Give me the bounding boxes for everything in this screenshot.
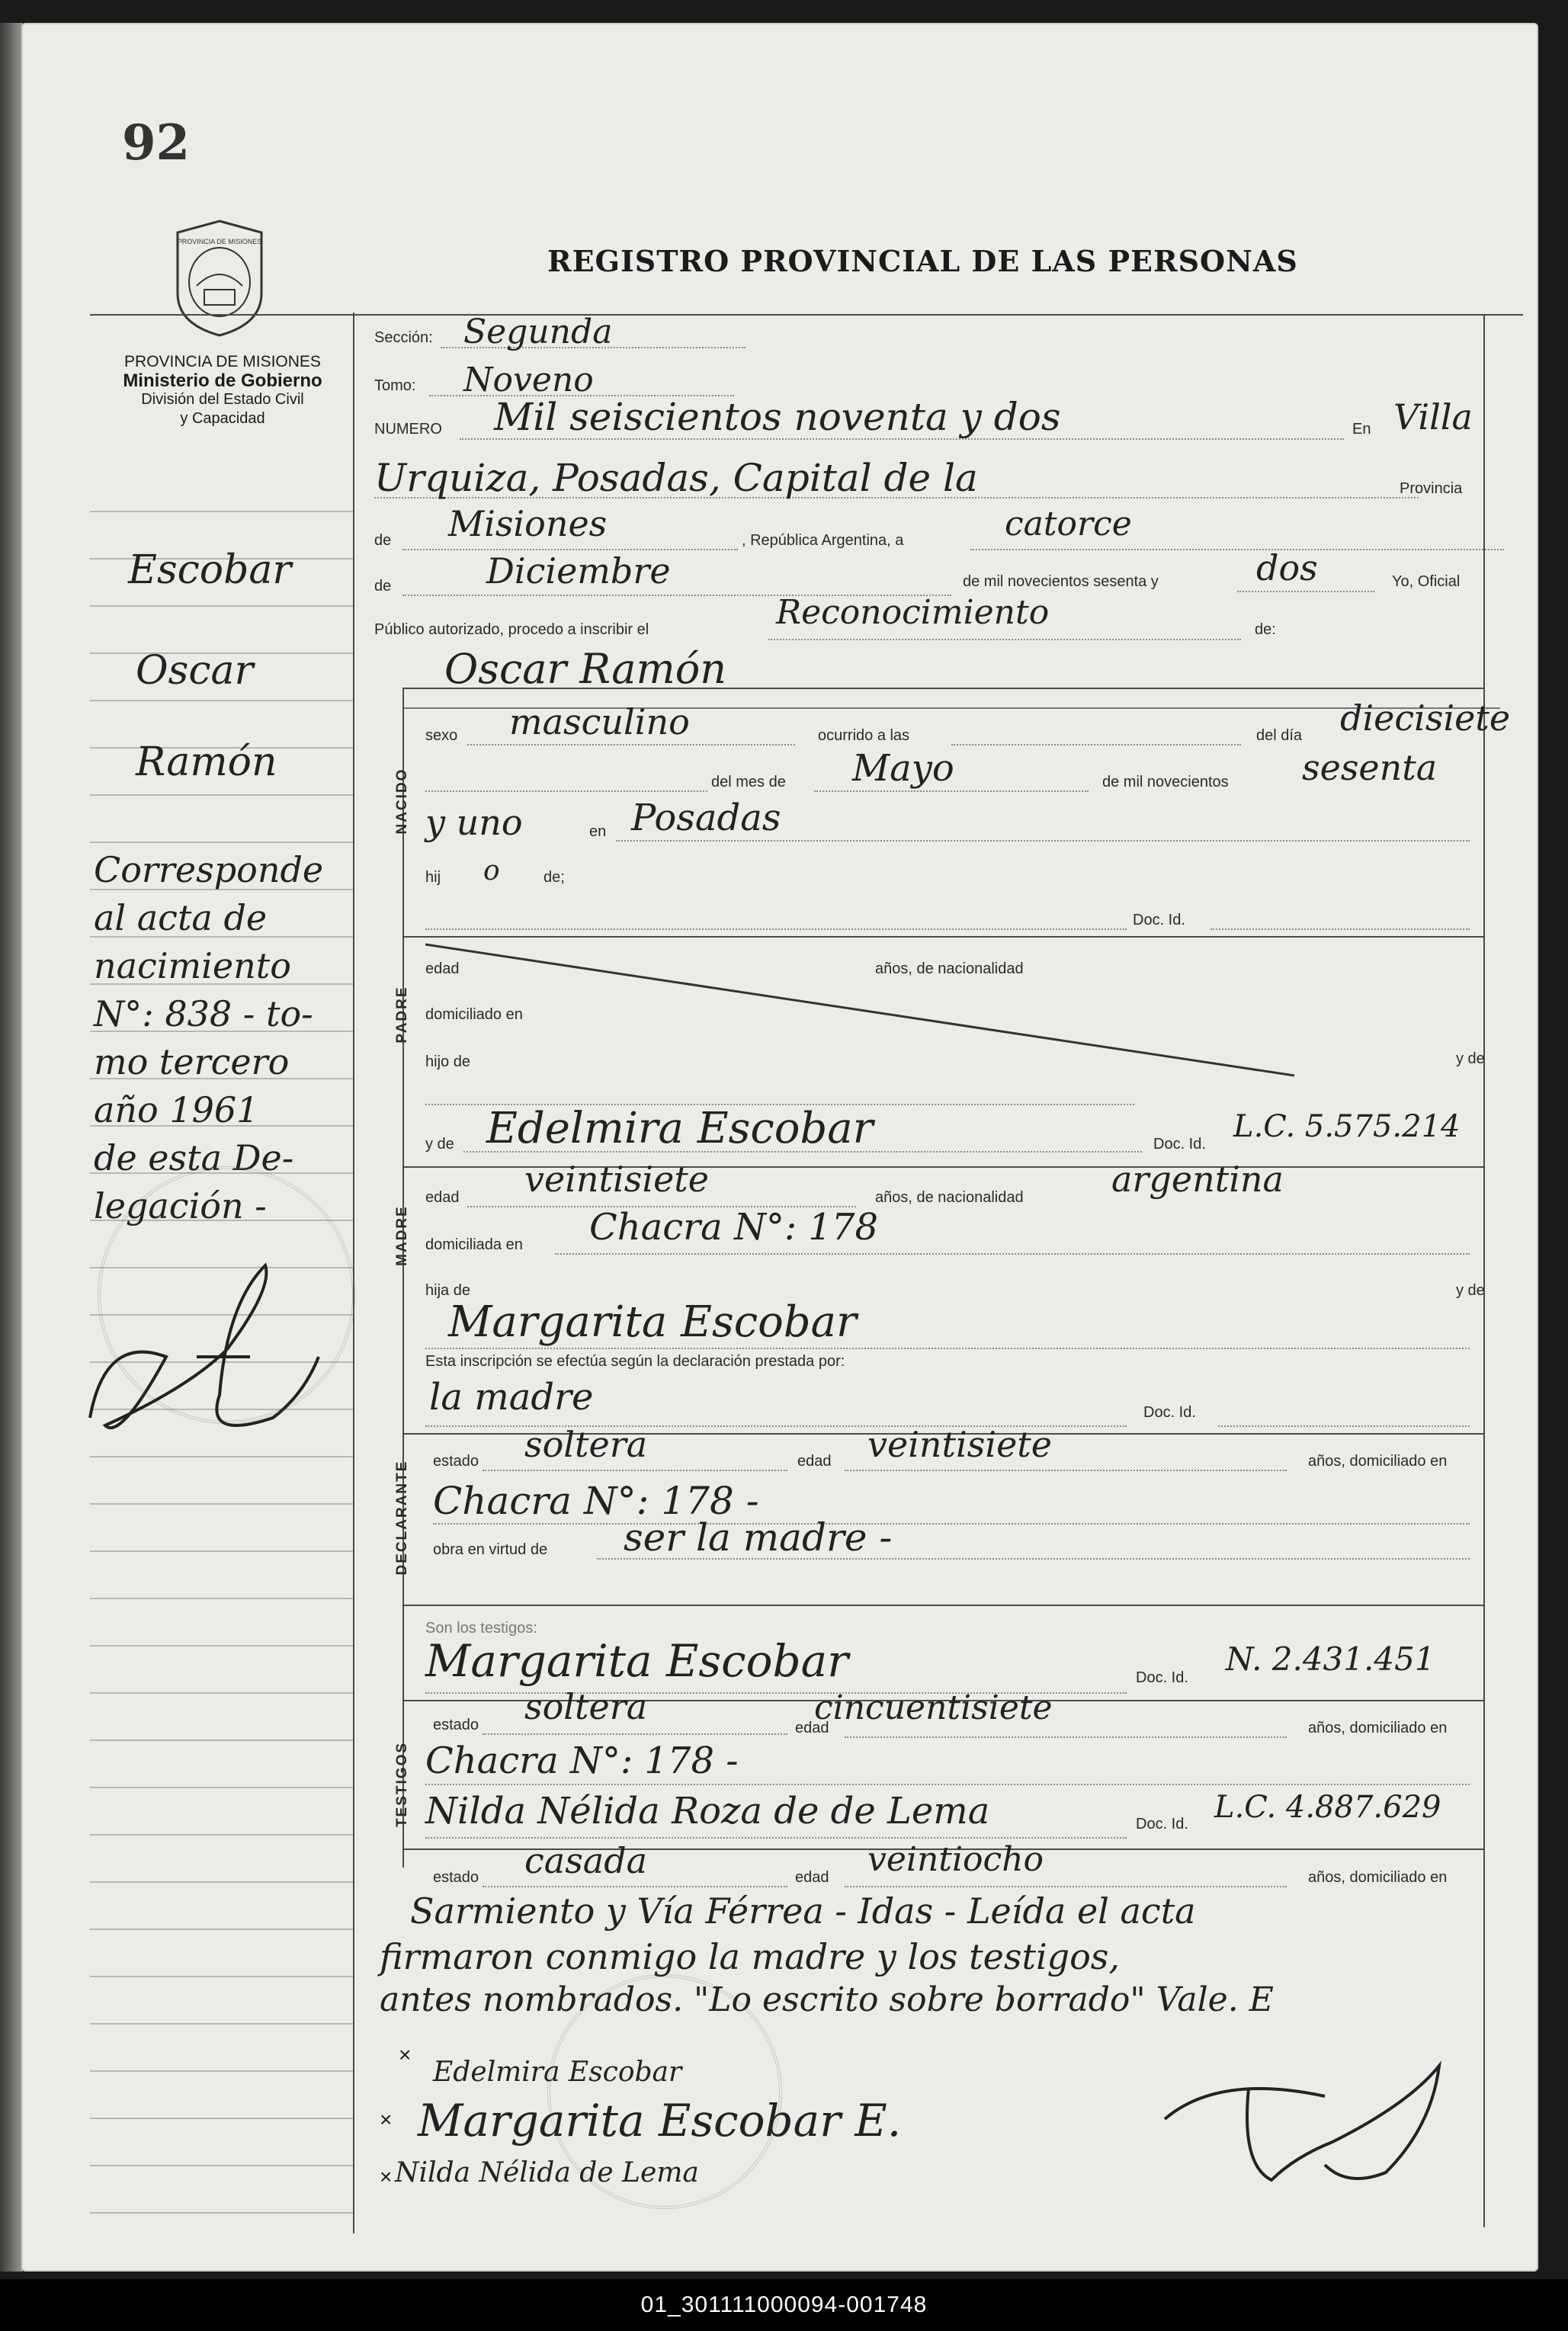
svg-text:PROVINCIA DE MISIONES: PROVINCIA DE MISIONES (177, 238, 262, 245)
tag-nacido: NACIDO (394, 768, 410, 835)
label-anos-nac: años, de nacionalidad (875, 960, 1024, 977)
field-acto: Reconocimiento (776, 593, 1050, 632)
margin-ruled-line (90, 1929, 353, 1930)
margin-ruled-line (90, 1976, 353, 1977)
label-obra: obra en virtud de (433, 1541, 548, 1558)
signature-2: Margarita Escobar E. (418, 2095, 902, 2147)
label-y-de: y de (1456, 1050, 1485, 1067)
field-nombre: Oscar Ramón (444, 645, 726, 693)
label-edad: edad (425, 960, 460, 977)
label-anos-dom3: años, domiciliado en (1308, 1869, 1448, 1886)
field-seccion: Segunda (463, 313, 613, 351)
closing-line-3: antes nombrados. "Lo escrito sobre borrado" Vale. E (380, 1980, 1274, 2019)
org-province: PROVINCIA DE MISIONES (124, 353, 321, 370)
field-testigo2: Nilda Nélida Roza de de Lema (425, 1790, 990, 1832)
field-anio: dos (1256, 547, 1318, 588)
label-publico: Público autorizado, procedo a inscribir el (374, 621, 649, 638)
margin-ruled-line (90, 1598, 353, 1599)
label-y-de2: y de (425, 1136, 454, 1153)
margin-ruled-line (90, 1503, 353, 1505)
label-de-colon: de: (1255, 621, 1276, 638)
closing-line-1: Sarmiento y Vía Férrea - Idas - Leída el acta (410, 1890, 1196, 1932)
org-division: División del Estado Civil (141, 391, 304, 408)
field-en: Villa (1393, 396, 1473, 438)
note-line: mo tercero (94, 1041, 290, 1082)
field-decl-dom: Chacra N°: 178 - (433, 1479, 759, 1523)
label-estado: estado (433, 1453, 479, 1470)
label-doc-id3: Doc. Id. (1143, 1404, 1196, 1421)
note-line: al acta de (94, 897, 268, 938)
label-seccion: Sección: (374, 329, 433, 346)
field-tomo: Noveno (463, 361, 594, 399)
officer-signature (1157, 2028, 1477, 2199)
padre-strikeout (425, 941, 1302, 1079)
label-provincia: Provincia (1400, 480, 1463, 497)
label-doc-id5: Doc. Id. (1136, 1816, 1188, 1832)
field-nac-dia: diecisiete (1340, 697, 1511, 739)
field-lugar: Urquiza, Posadas, Capital de la (374, 456, 978, 500)
org-block (67, 352, 378, 428)
label-estado3: estado (433, 1869, 479, 1886)
label-ocurrido: ocurrido a las (818, 727, 910, 744)
margin-ruled-line (90, 2070, 353, 2072)
label-inscripcion: Esta inscripción se efectúa según la declaración prestada por: (425, 1353, 845, 1370)
page-title: REGISTRO PROVINCIAL DE LAS PERSONAS (547, 244, 1298, 278)
label-en2: en (589, 823, 607, 840)
signature-1: Edelmira Escobar (433, 2057, 682, 2088)
margin-ruled-line (90, 1739, 353, 1741)
note-line: nacimiento (94, 945, 291, 986)
label-sexo: sexo (425, 727, 458, 744)
margin-name2: Ramón (136, 739, 277, 785)
label-hija-de: hija de (425, 1282, 470, 1299)
margin-ruled-line (90, 2118, 353, 2119)
label-edad4: edad (795, 1720, 829, 1736)
margin-ruled-line (90, 1881, 353, 1883)
label-del-mes: del mes de (711, 774, 786, 790)
margin-ruled-line (90, 2023, 353, 2025)
margin-ruled-line (90, 1787, 353, 1788)
field-nac-mes: Mayo (852, 747, 954, 790)
footer-code: 01_301111000094-001748 (0, 2279, 1568, 2331)
top-rule (90, 314, 1523, 316)
field-t1-estado: soltera (524, 1686, 648, 1727)
register-sheet (21, 23, 1538, 2272)
margin-ruled-line (90, 511, 353, 512)
provincial-seal (170, 217, 269, 339)
margin-ruled-line (90, 2165, 353, 2166)
margin-surname: Escobar (128, 547, 292, 593)
field-hijo-o: o (483, 855, 500, 887)
field-madre-nac: argentina (1111, 1159, 1284, 1200)
label-anos-nac2: años, de nacionalidad (875, 1189, 1024, 1206)
field-sexo: masculino (509, 701, 690, 742)
label-del-dia: del día (1256, 727, 1303, 744)
field-decl-obra: ser la madre - (624, 1515, 893, 1560)
label-anos-dom2: años, domiciliado en (1308, 1720, 1448, 1736)
margin-ruled-line (90, 794, 353, 796)
label-domiciliado: domiciliado en (425, 1006, 523, 1023)
margin-name1: Oscar (136, 648, 254, 694)
field-madre-edad: veintisiete (524, 1159, 709, 1200)
signature-3: Nilda Nélida de Lema (395, 2157, 699, 2188)
field-nac-lugar: Posadas (631, 797, 781, 839)
field-dia: catorce (1005, 505, 1132, 543)
label-doc-id2: Doc. Id. (1153, 1136, 1206, 1153)
book-binding (0, 23, 23, 2272)
label-anos-dom: años, domiciliado en (1308, 1453, 1448, 1470)
field-mes: Diciembre (486, 550, 671, 592)
margin-ruled-line (90, 842, 353, 843)
label-doc-id4: Doc. Id. (1136, 1669, 1188, 1686)
org-capacidad: y Capacidad (180, 410, 265, 427)
label-edad3: edad (797, 1453, 832, 1470)
tag-padre: PADRE (394, 986, 410, 1044)
field-t2-edad: veintiocho (867, 1840, 1044, 1879)
label-mil-novecientos: de mil novecientos sesenta y (963, 573, 1159, 590)
label-edad2: edad (425, 1189, 460, 1206)
field-t1-dom: Chacra N°: 178 - (425, 1739, 739, 1782)
note-line: año 1961 (94, 1089, 259, 1130)
org-ministry: Ministerio de Gobierno (123, 370, 322, 391)
label-de: de (374, 532, 392, 549)
note-line: legación - (94, 1185, 267, 1226)
margin-ruled-line (90, 1692, 353, 1694)
field-nac-anio2: y uno (425, 802, 523, 843)
label-en: En (1352, 421, 1371, 438)
label-hijo-de: hijo de (425, 1053, 470, 1070)
field-decl-estado: soltera (524, 1424, 648, 1465)
label-hijo: hij (425, 869, 441, 886)
label-son-testigos: Son los testigos: (425, 1620, 537, 1637)
tag-declarante: DECLARANTE (394, 1460, 410, 1576)
page-number: 92 (122, 114, 191, 172)
field-testigo1-doc: N. 2.431.451 (1226, 1640, 1435, 1678)
margin-ruled-line (90, 2212, 353, 2214)
signature-mark: × (380, 2108, 393, 2131)
field-t2-estado: casada (524, 1840, 648, 1881)
field-testigo1: Margarita Escobar (425, 1635, 848, 1687)
field-testigo2-doc: L.C. 4.887.629 (1214, 1790, 1441, 1825)
signature-mark: × (380, 2165, 393, 2188)
label-de2: de (374, 578, 392, 595)
field-abuela: Margarita Escobar (448, 1297, 857, 1347)
faded-stamp (98, 1166, 355, 1424)
margin-ruled-line (90, 1834, 353, 1836)
field-madre-nombre: Edelmira Escobar (486, 1104, 874, 1153)
label-y-de3: y de (1456, 1282, 1485, 1299)
signature-mark: × (399, 2043, 412, 2066)
label-domiciliada: domiciliada en (425, 1236, 523, 1253)
note-line: N°: 838 - to- (94, 993, 313, 1034)
note-line: de esta De- (94, 1137, 294, 1178)
margin-ruled-line (90, 700, 353, 701)
margin-ruled-line (90, 1645, 353, 1646)
closing-line-2: firmaron conmigo la madre y los testigos, (380, 1936, 1121, 1977)
field-numero: Mil seiscientos noventa y dos (494, 395, 1061, 439)
label-republica: , República Argentina, a (742, 532, 904, 549)
field-madre-dom: Chacra N°: 178 (589, 1206, 879, 1249)
field-declarante-por: la madre (429, 1376, 594, 1419)
margin-ruled-line (90, 605, 353, 607)
label-numero: NUMERO (374, 421, 442, 438)
field-nac-anio1: sesenta (1302, 747, 1438, 788)
label-tomo: Tomo: (374, 377, 416, 394)
tag-testigos: TESTIGOS (394, 1741, 410, 1828)
field-madre-doc: L.C. 5.575.214 (1233, 1109, 1461, 1144)
margin-ruled-line (90, 1550, 353, 1552)
tag-madre: MADRE (394, 1205, 410, 1266)
note-line: Corresponde (94, 849, 324, 890)
field-decl-edad: veintisiete (867, 1424, 1052, 1465)
right-border (1483, 314, 1485, 2227)
label-yo-oficial: Yo, Oficial (1392, 573, 1461, 590)
label-de-semicolon: de; (544, 869, 565, 886)
label-edad5: edad (795, 1869, 829, 1886)
label-estado2: estado (433, 1717, 479, 1733)
field-provincia: Misiones (448, 503, 608, 544)
label-de-mil-nov: de mil novecientos (1102, 774, 1229, 790)
label-doc-id: Doc. Id. (1133, 912, 1185, 928)
field-t1-edad: cincuentisiete (814, 1688, 1053, 1727)
